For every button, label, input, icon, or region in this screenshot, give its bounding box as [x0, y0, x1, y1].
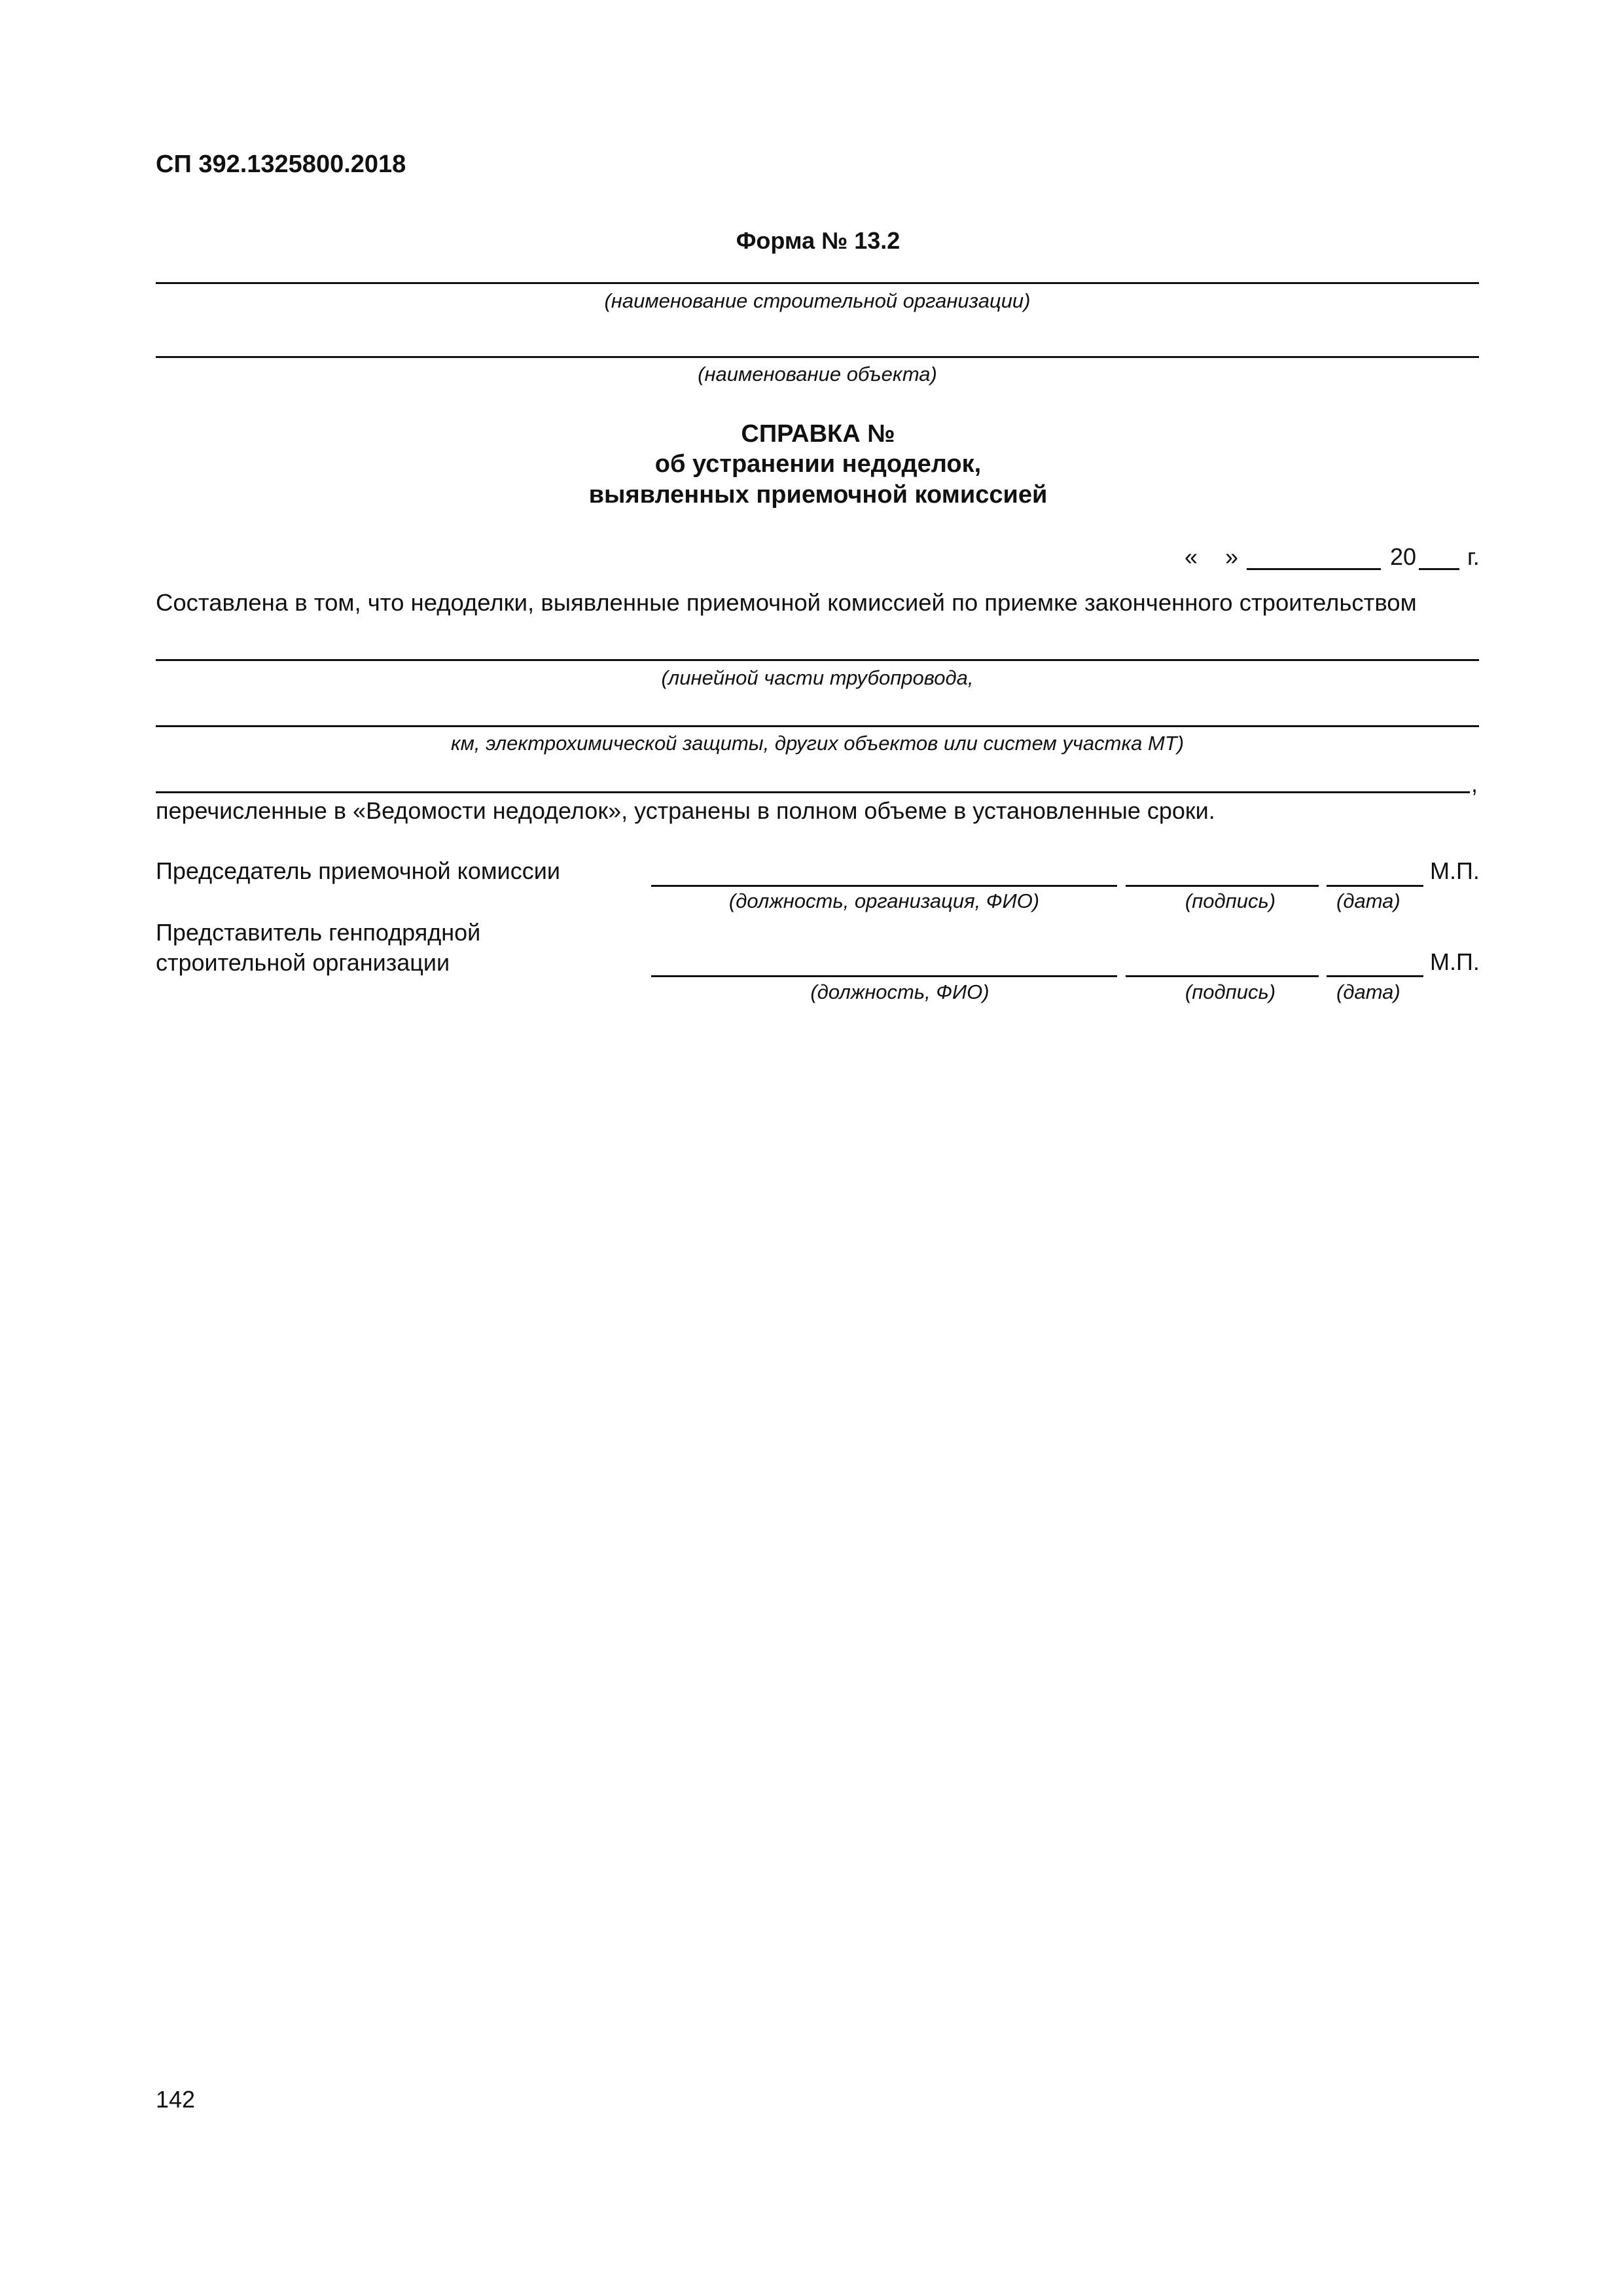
caption-representative-position: (должность, ФИО) — [810, 980, 990, 1003]
chairman-date-line[interactable] — [1327, 885, 1423, 887]
chairman-stamp-mark: М.П. — [1430, 857, 1480, 884]
date-month-line[interactable] — [1247, 568, 1381, 570]
representative-signature-line[interactable] — [1126, 975, 1319, 977]
date-year-prefix: 20 — [1390, 543, 1417, 570]
form-number: Форма № 13.2 — [736, 227, 901, 254]
km-line[interactable] — [156, 725, 1479, 727]
date-year-line[interactable] — [1419, 568, 1459, 570]
date-open-quote: « — [1185, 543, 1198, 570]
document-code: СП 392.1325800.2018 — [156, 151, 406, 178]
caption-object: (наименование объекта) — [698, 363, 937, 386]
caption-chairman-date: (дата) — [1336, 889, 1400, 912]
caption-chairman-signature: (подпись) — [1185, 889, 1276, 912]
caption-km: км, электрохимической защиты, других объектов или систем участка МТ) — [450, 732, 1185, 755]
organization-name-line[interactable] — [156, 282, 1479, 284]
representative-position-line[interactable] — [651, 975, 1117, 977]
pipeline-line[interactable] — [156, 659, 1479, 661]
representative-stamp-mark: М.П. — [1430, 948, 1480, 975]
intro-text: Составлена в том, что недоделки, выявленные приемочной комиссией по приемке законченного строительством — [156, 589, 1417, 616]
caption-representative-signature: (подпись) — [1185, 980, 1276, 1003]
objects-line[interactable] — [156, 791, 1470, 793]
representative-label-line-1: Представитель генподрядной — [156, 919, 481, 946]
title-line-2: об устранении недоделок, — [654, 450, 982, 478]
page-number: 142 — [156, 2086, 196, 2113]
date-close-quote: » — [1225, 543, 1239, 570]
caption-chairman-position: (должность, организация, ФИО) — [728, 889, 1040, 912]
title-line-3: выявленных приемочной комиссией — [588, 481, 1048, 509]
chairman-signature-line[interactable] — [1126, 885, 1319, 887]
chairman-position-line[interactable] — [651, 885, 1117, 887]
conclusion-text: перечисленные в «Ведомости недоделок», устранены в полном объеме в установленные сроки. — [156, 797, 1215, 824]
caption-representative-date: (дата) — [1336, 980, 1400, 1003]
date-year-suffix: г. — [1467, 543, 1480, 570]
caption-organization: (наименование строительной организации) — [604, 289, 1031, 312]
object-name-line[interactable] — [156, 356, 1479, 358]
chairman-label: Председатель приемочной комиссии — [156, 857, 560, 884]
caption-pipeline: (линейной части трубопровода, — [661, 666, 974, 689]
trailing-comma: , — [1471, 770, 1478, 797]
title-line-1: СПРАВКА № — [741, 420, 895, 448]
representative-label-line-2: строительной организации — [156, 949, 450, 976]
representative-date-line[interactable] — [1327, 975, 1423, 977]
